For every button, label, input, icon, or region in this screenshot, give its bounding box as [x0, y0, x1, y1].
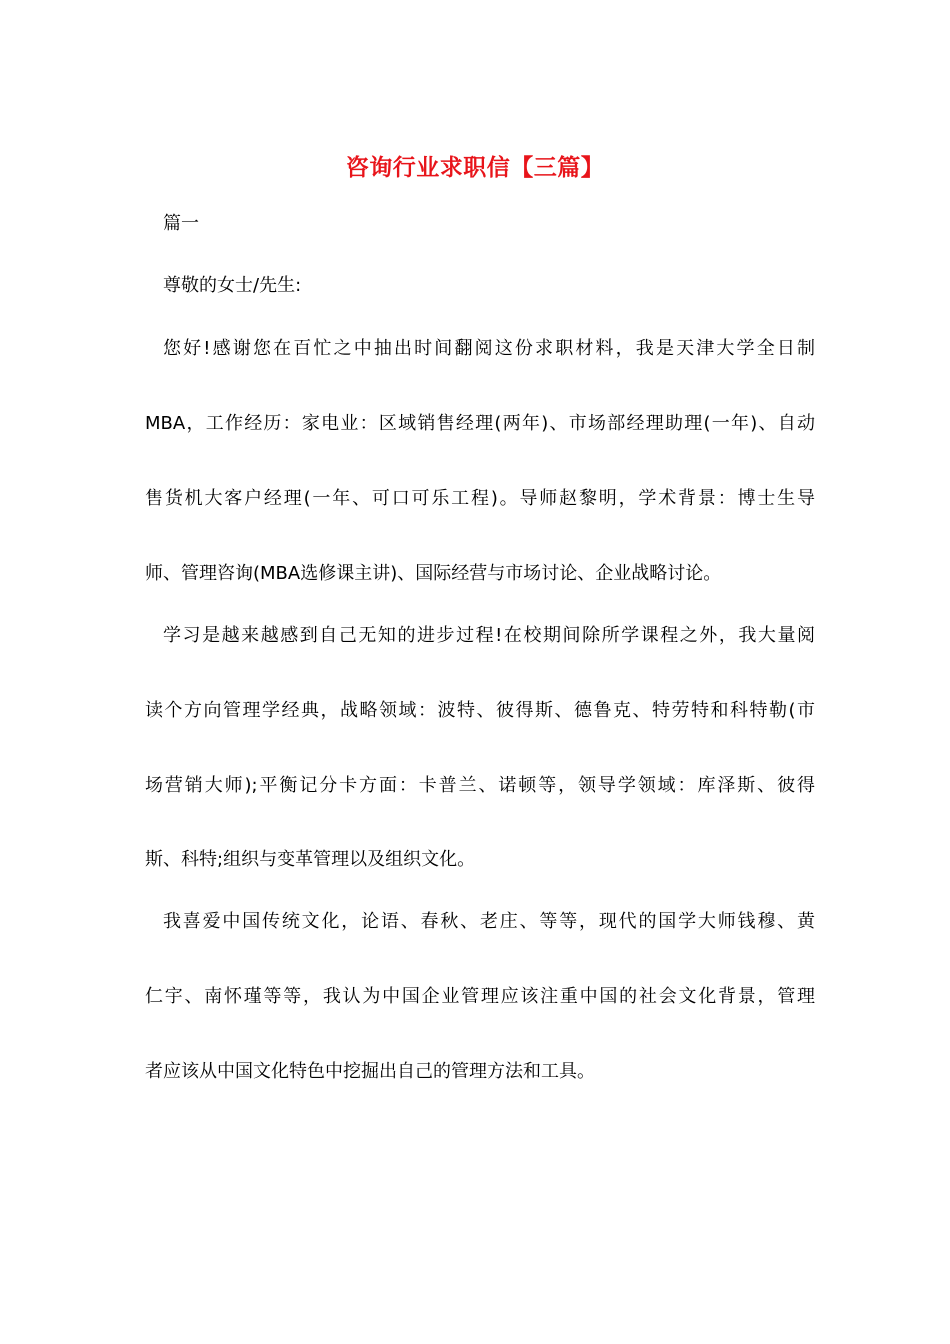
paragraph-line: 仁宇、南怀瑾等等，我认为中国企业管理应该注重中国的社会文化背景，管理 [145, 986, 815, 1007]
document-title: 咨询行业求职信【三篇】 [345, 154, 605, 181]
paragraph-line: 售货机大客户经理(一年、可口可乐工程)。导师赵黎明，学术背景：博士生导 [145, 488, 815, 509]
paragraph-line: 我喜爱中国传统文化，论语、春秋、老庄、等等，现代的国学大师钱穆、黄 [163, 911, 815, 932]
paragraph-line: 学习是越来越感到自己无知的进步过程!在校期间除所学课程之外，我大量阅 [163, 625, 815, 646]
section-heading: 篇一 [163, 213, 199, 234]
paragraph-line: 读个方向管理学经典，战略领域：波特、彼得斯、德鲁克、特劳特和科特勒(市 [145, 700, 815, 721]
paragraph-line: 您好!感谢您在百忙之中抽出时间翻阅这份求职材料，我是天津大学全日制 [163, 338, 815, 359]
paragraph-line: 斯、科特;组织与变革管理以及组织文化。 [145, 849, 476, 870]
paragraph-line: MBA，工作经历：家电业：区域销售经理(两年)、市场部经理助理(一年)、自动 [145, 413, 815, 434]
paragraph-line: 者应该从中国文化特色中挖掘出自己的管理方法和工具。 [145, 1061, 595, 1082]
paragraph-line: 师、管理咨询(MBA选修课主讲)、国际经营与市场讨论、企业战略讨论。 [145, 563, 722, 584]
salutation: 尊敬的女士/先生: [163, 275, 302, 296]
paragraph-line: 场营销大师);平衡记分卡方面：卡普兰、诺顿等，领导学领域：库泽斯、彼得 [145, 775, 815, 796]
